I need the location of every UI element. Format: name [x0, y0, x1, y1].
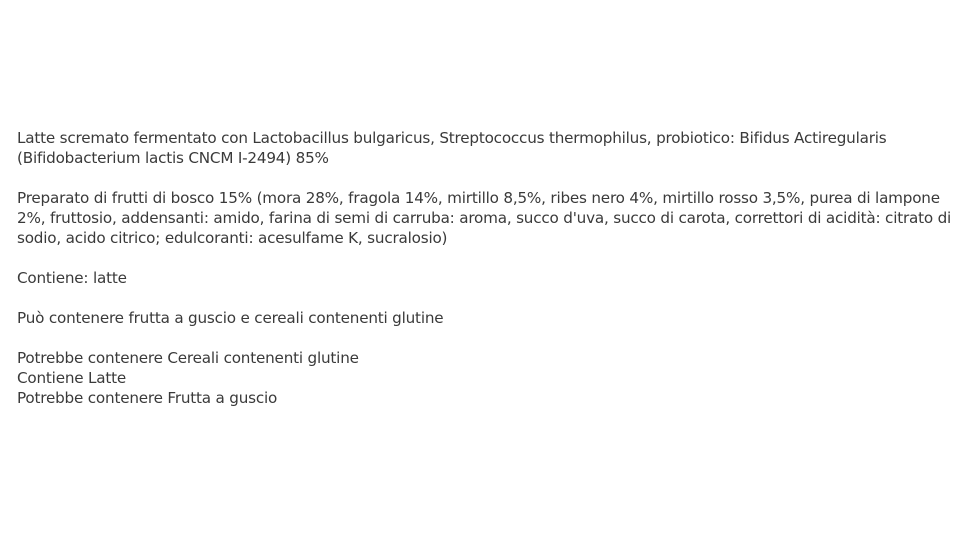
may-contain-allergen-text: Può contenere frutta a guscio e cereali contenenti glutine [17, 309, 444, 327]
base-ingredients-paragraph: Latte scremato fermentato con Lactobacillus bulgaricus, Streptococcus thermophilus, probiotico: Bifidus Actiregularis (Bifidobacterium lactis CNCM I-2494) 85% [17, 129, 887, 167]
fruit-preparation-paragraph: Preparato di frutti di bosco 15% (mora 28%, fragola 14%, mirtillo 8,5%, ribes nero 4%, mirtillo rosso 3,5%, purea di lampone 2%, fruttosio, addensanti: amido, farina di semi di carruba: aroma, succo d'uva, succo di carota, correttori di acidità: citrato di sodio, acido citrico; edulcoranti: acesulfame K, sucralosio) [17, 189, 952, 247]
allergen-list [17, 348, 952, 408]
allergen-list-item: Potrebbe contenere Cereali contenenti glutine [17, 349, 359, 367]
contains-allergen-text: Contiene: latte [17, 269, 127, 287]
allergen-list-item: Contiene Latte [17, 369, 127, 387]
allergen-list-item: Potrebbe contenere Frutta a guscio [17, 389, 278, 407]
ingredients-text-block [17, 128, 952, 408]
